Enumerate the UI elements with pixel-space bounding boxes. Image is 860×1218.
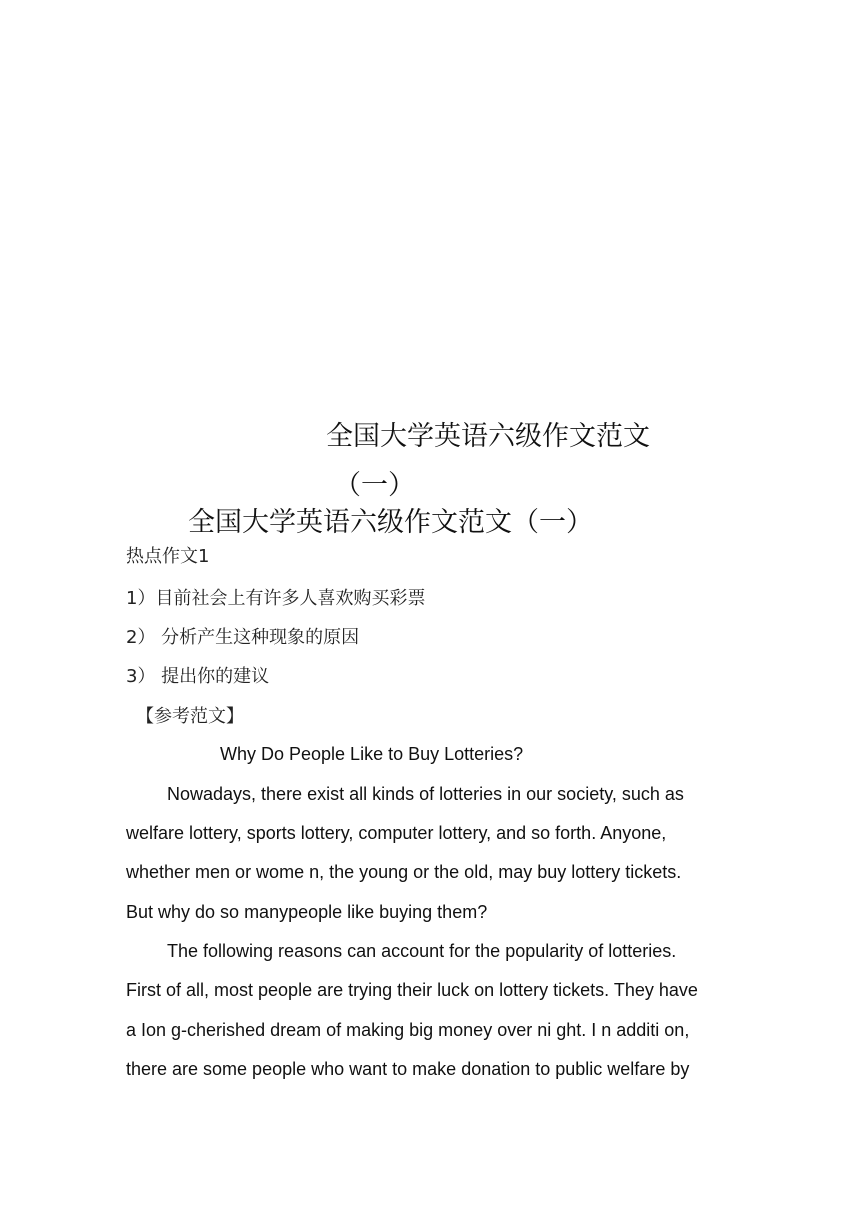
- essay-line: Nowadays, there exist all kinds of lotteries in our society, such as: [167, 784, 684, 804]
- essay-title: Why Do People Like to Buy Lotteries?: [220, 744, 524, 764]
- essay-line: But why do so manypeople like buying them?: [126, 902, 488, 922]
- point-item-1: 1）目前社会上有许多人喜欢购买彩票: [126, 588, 426, 609]
- essay-line: The following reasons can account for the popularity of lotteries.: [167, 941, 677, 961]
- point-item-3: 3） 提出你的建议: [126, 666, 270, 687]
- essay-line: First of all, most people are trying their luck on lottery tickets. They have: [126, 980, 698, 1000]
- point-item-2: 2） 分析产生这种现象的原因: [126, 627, 360, 648]
- document-subtitle: 全国大学英语六级作文范文（一）: [188, 507, 593, 538]
- sample-essay-label: 【参考范文】: [136, 706, 244, 727]
- essay-line: whether men or wome n, the young or the old, may buy lottery tickets.: [126, 862, 682, 882]
- essay-line: welfare lottery, sports lottery, computer lottery, and so forth. Anyone,: [126, 823, 667, 843]
- essay-line: a Ion g-cherished dream of making big money over ni ght. I n additi on,: [126, 1020, 690, 1040]
- document-title-suffix: （一）: [334, 470, 415, 501]
- topic-heading: 热点作文1: [126, 546, 210, 567]
- document-title: 全国大学英语六级作文范文: [326, 421, 650, 452]
- essay-line: there are some people who want to make donation to public welfare by: [126, 1059, 690, 1079]
